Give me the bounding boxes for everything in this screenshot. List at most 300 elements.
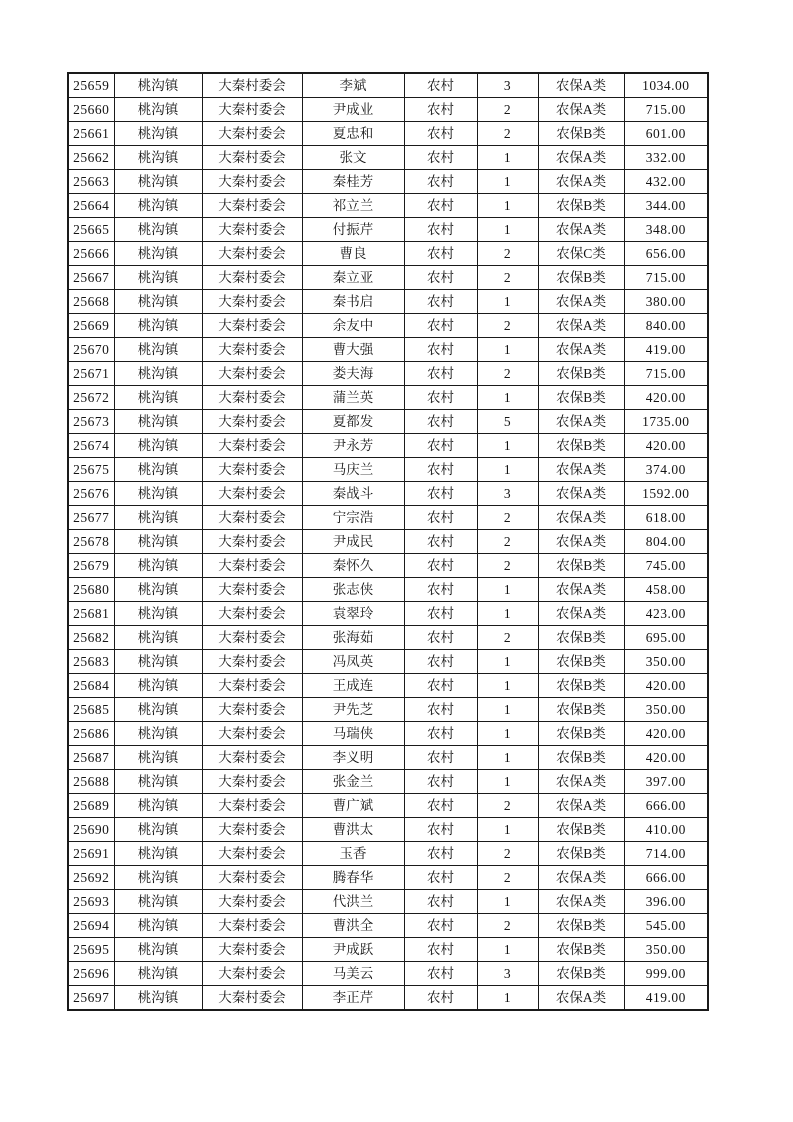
- cell-person-name: 张文: [302, 146, 404, 170]
- cell-insurance-category: 农保A类: [538, 98, 624, 122]
- cell-amount: 745.00: [624, 554, 708, 578]
- cell-residence-type: 农村: [404, 554, 477, 578]
- cell-person-name: 曹洪全: [302, 914, 404, 938]
- cell-town: 桃沟镇: [114, 650, 202, 674]
- cell-person-name: 李斌: [302, 73, 404, 98]
- cell-person-count: 1: [477, 602, 538, 626]
- cell-village-committee: 大秦村委会: [202, 410, 302, 434]
- cell-person-name: 张志侠: [302, 578, 404, 602]
- cell-residence-type: 农村: [404, 73, 477, 98]
- cell-record-id: 25680: [68, 578, 114, 602]
- cell-person-count: 5: [477, 410, 538, 434]
- cell-record-id: 25659: [68, 73, 114, 98]
- cell-person-count: 1: [477, 890, 538, 914]
- cell-amount: 397.00: [624, 770, 708, 794]
- table-row: [68, 122, 708, 146]
- cell-amount: 374.00: [624, 458, 708, 482]
- cell-residence-type: 农村: [404, 578, 477, 602]
- table-row: [68, 482, 708, 506]
- cell-person-name: 袁翠玲: [302, 602, 404, 626]
- cell-insurance-category: 农保B类: [538, 746, 624, 770]
- cell-amount: 332.00: [624, 146, 708, 170]
- cell-insurance-category: 农保A类: [538, 506, 624, 530]
- cell-amount: 420.00: [624, 722, 708, 746]
- cell-record-id: 25662: [68, 146, 114, 170]
- cell-person-name: 马庆兰: [302, 458, 404, 482]
- cell-town: 桃沟镇: [114, 626, 202, 650]
- cell-insurance-category: 农保A类: [538, 170, 624, 194]
- cell-residence-type: 农村: [404, 722, 477, 746]
- cell-town: 桃沟镇: [114, 770, 202, 794]
- cell-insurance-category: 农保B类: [538, 674, 624, 698]
- cell-town: 桃沟镇: [114, 98, 202, 122]
- cell-town: 桃沟镇: [114, 482, 202, 506]
- cell-town: 桃沟镇: [114, 674, 202, 698]
- cell-insurance-category: 农保A类: [538, 890, 624, 914]
- cell-insurance-category: 农保A类: [538, 986, 624, 1011]
- table-row: [68, 98, 708, 122]
- table-row: [68, 146, 708, 170]
- cell-amount: 618.00: [624, 506, 708, 530]
- cell-insurance-category: 农保C类: [538, 242, 624, 266]
- cell-village-committee: 大秦村委会: [202, 482, 302, 506]
- cell-person-count: 2: [477, 794, 538, 818]
- cell-village-committee: 大秦村委会: [202, 386, 302, 410]
- cell-town: 桃沟镇: [114, 698, 202, 722]
- cell-town: 桃沟镇: [114, 842, 202, 866]
- cell-amount: 666.00: [624, 794, 708, 818]
- cell-town: 桃沟镇: [114, 938, 202, 962]
- table-row: [68, 746, 708, 770]
- cell-residence-type: 农村: [404, 122, 477, 146]
- cell-person-name: 娄夫海: [302, 362, 404, 386]
- cell-village-committee: 大秦村委会: [202, 266, 302, 290]
- cell-person-count: 1: [477, 722, 538, 746]
- cell-record-id: 25676: [68, 482, 114, 506]
- cell-person-count: 2: [477, 98, 538, 122]
- cell-record-id: 25685: [68, 698, 114, 722]
- cell-village-committee: 大秦村委会: [202, 170, 302, 194]
- cell-insurance-category: 农保B类: [538, 962, 624, 986]
- table-row: [68, 962, 708, 986]
- cell-record-id: 25686: [68, 722, 114, 746]
- cell-residence-type: 农村: [404, 458, 477, 482]
- cell-person-count: 1: [477, 746, 538, 770]
- cell-village-committee: 大秦村委会: [202, 530, 302, 554]
- cell-town: 桃沟镇: [114, 194, 202, 218]
- cell-village-committee: 大秦村委会: [202, 602, 302, 626]
- cell-amount: 695.00: [624, 626, 708, 650]
- cell-record-id: 25682: [68, 626, 114, 650]
- cell-village-committee: 大秦村委会: [202, 890, 302, 914]
- table-row: [68, 938, 708, 962]
- cell-insurance-category: 农保A类: [538, 410, 624, 434]
- cell-person-name: 余友中: [302, 314, 404, 338]
- cell-person-count: 1: [477, 458, 538, 482]
- cell-residence-type: 农村: [404, 194, 477, 218]
- cell-record-id: 25688: [68, 770, 114, 794]
- cell-town: 桃沟镇: [114, 290, 202, 314]
- cell-town: 桃沟镇: [114, 818, 202, 842]
- cell-record-id: 25671: [68, 362, 114, 386]
- cell-town: 桃沟镇: [114, 578, 202, 602]
- cell-town: 桃沟镇: [114, 362, 202, 386]
- cell-record-id: 25670: [68, 338, 114, 362]
- cell-amount: 804.00: [624, 530, 708, 554]
- cell-residence-type: 农村: [404, 314, 477, 338]
- table-row: [68, 530, 708, 554]
- cell-residence-type: 农村: [404, 146, 477, 170]
- cell-insurance-category: 农保A类: [538, 218, 624, 242]
- cell-town: 桃沟镇: [114, 914, 202, 938]
- table-row: [68, 386, 708, 410]
- table-row: [68, 338, 708, 362]
- cell-record-id: 25669: [68, 314, 114, 338]
- cell-record-id: 25690: [68, 818, 114, 842]
- cell-person-name: 曹广斌: [302, 794, 404, 818]
- cell-insurance-category: 农保A类: [538, 578, 624, 602]
- cell-person-count: 1: [477, 674, 538, 698]
- cell-village-committee: 大秦村委会: [202, 698, 302, 722]
- table-row: [68, 506, 708, 530]
- cell-town: 桃沟镇: [114, 170, 202, 194]
- cell-person-name: 腾春华: [302, 866, 404, 890]
- cell-residence-type: 农村: [404, 218, 477, 242]
- cell-person-name: 李正芹: [302, 986, 404, 1011]
- table-row: [68, 170, 708, 194]
- cell-person-count: 2: [477, 122, 538, 146]
- cell-village-committee: 大秦村委会: [202, 746, 302, 770]
- table-row: [68, 266, 708, 290]
- cell-residence-type: 农村: [404, 602, 477, 626]
- cell-amount: 396.00: [624, 890, 708, 914]
- cell-person-count: 1: [477, 218, 538, 242]
- cell-amount: 419.00: [624, 986, 708, 1011]
- cell-village-committee: 大秦村委会: [202, 722, 302, 746]
- cell-person-count: 1: [477, 578, 538, 602]
- cell-person-count: 1: [477, 698, 538, 722]
- cell-amount: 380.00: [624, 290, 708, 314]
- cell-village-committee: 大秦村委会: [202, 914, 302, 938]
- cell-record-id: 25675: [68, 458, 114, 482]
- cell-record-id: 25692: [68, 866, 114, 890]
- cell-person-count: 3: [477, 962, 538, 986]
- cell-insurance-category: 农保B类: [538, 842, 624, 866]
- cell-amount: 458.00: [624, 578, 708, 602]
- cell-person-name: 付振芹: [302, 218, 404, 242]
- table-row: [68, 650, 708, 674]
- cell-person-name: 冯凤英: [302, 650, 404, 674]
- cell-insurance-category: 农保A类: [538, 482, 624, 506]
- cell-amount: 350.00: [624, 938, 708, 962]
- cell-person-name: 宁宗浩: [302, 506, 404, 530]
- cell-residence-type: 农村: [404, 290, 477, 314]
- cell-amount: 999.00: [624, 962, 708, 986]
- cell-residence-type: 农村: [404, 482, 477, 506]
- cell-insurance-category: 农保A类: [538, 794, 624, 818]
- cell-residence-type: 农村: [404, 962, 477, 986]
- cell-person-name: 张海茹: [302, 626, 404, 650]
- cell-amount: 350.00: [624, 698, 708, 722]
- cell-town: 桃沟镇: [114, 73, 202, 98]
- cell-residence-type: 农村: [404, 650, 477, 674]
- cell-record-id: 25697: [68, 986, 114, 1011]
- cell-amount: 545.00: [624, 914, 708, 938]
- cell-town: 桃沟镇: [114, 338, 202, 362]
- cell-person-count: 1: [477, 986, 538, 1011]
- cell-residence-type: 农村: [404, 794, 477, 818]
- cell-person-name: 尹永芳: [302, 434, 404, 458]
- cell-amount: 601.00: [624, 122, 708, 146]
- cell-insurance-category: 农保B类: [538, 194, 624, 218]
- cell-record-id: 25677: [68, 506, 114, 530]
- cell-town: 桃沟镇: [114, 866, 202, 890]
- cell-record-id: 25664: [68, 194, 114, 218]
- cell-amount: 714.00: [624, 842, 708, 866]
- cell-person-count: 1: [477, 290, 538, 314]
- cell-record-id: 25672: [68, 386, 114, 410]
- table-row: [68, 290, 708, 314]
- cell-residence-type: 农村: [404, 266, 477, 290]
- cell-person-count: 1: [477, 194, 538, 218]
- cell-person-name: 王成连: [302, 674, 404, 698]
- cell-insurance-category: 农保A类: [538, 866, 624, 890]
- cell-town: 桃沟镇: [114, 434, 202, 458]
- cell-amount: 666.00: [624, 866, 708, 890]
- table-row: [68, 578, 708, 602]
- cell-village-committee: 大秦村委会: [202, 674, 302, 698]
- cell-person-count: 2: [477, 266, 538, 290]
- cell-residence-type: 农村: [404, 986, 477, 1011]
- cell-person-name: 马瑞侠: [302, 722, 404, 746]
- cell-residence-type: 农村: [404, 818, 477, 842]
- cell-town: 桃沟镇: [114, 746, 202, 770]
- cell-record-id: 25674: [68, 434, 114, 458]
- cell-village-committee: 大秦村委会: [202, 458, 302, 482]
- cell-insurance-category: 农保B类: [538, 818, 624, 842]
- cell-town: 桃沟镇: [114, 122, 202, 146]
- table-row: [68, 890, 708, 914]
- cell-insurance-category: 农保B类: [538, 698, 624, 722]
- table-body: [68, 73, 708, 1010]
- cell-residence-type: 农村: [404, 890, 477, 914]
- cell-person-name: 曹洪太: [302, 818, 404, 842]
- cell-residence-type: 农村: [404, 938, 477, 962]
- cell-person-count: 2: [477, 866, 538, 890]
- cell-person-name: 秦桂芳: [302, 170, 404, 194]
- cell-village-committee: 大秦村委会: [202, 242, 302, 266]
- table-row: [68, 770, 708, 794]
- cell-person-count: 2: [477, 626, 538, 650]
- cell-person-count: 2: [477, 314, 538, 338]
- cell-town: 桃沟镇: [114, 386, 202, 410]
- cell-residence-type: 农村: [404, 530, 477, 554]
- cell-person-count: 2: [477, 506, 538, 530]
- cell-record-id: 25691: [68, 842, 114, 866]
- cell-residence-type: 农村: [404, 362, 477, 386]
- cell-amount: 840.00: [624, 314, 708, 338]
- cell-insurance-category: 农保A类: [538, 458, 624, 482]
- table-row: [68, 218, 708, 242]
- table-row: [68, 674, 708, 698]
- table-row: [68, 722, 708, 746]
- table-row: [68, 314, 708, 338]
- table-row: [68, 410, 708, 434]
- cell-person-name: 玉香: [302, 842, 404, 866]
- cell-person-name: 夏忠和: [302, 122, 404, 146]
- cell-amount: 423.00: [624, 602, 708, 626]
- table-row: [68, 626, 708, 650]
- cell-town: 桃沟镇: [114, 554, 202, 578]
- cell-person-count: 1: [477, 770, 538, 794]
- cell-person-count: 2: [477, 242, 538, 266]
- cell-insurance-category: 农保B类: [538, 122, 624, 146]
- cell-village-committee: 大秦村委会: [202, 578, 302, 602]
- cell-person-name: 曹良: [302, 242, 404, 266]
- cell-person-name: 秦战斗: [302, 482, 404, 506]
- cell-insurance-category: 农保A类: [538, 146, 624, 170]
- cell-amount: 420.00: [624, 746, 708, 770]
- table-row: [68, 914, 708, 938]
- cell-residence-type: 农村: [404, 674, 477, 698]
- cell-person-name: 尹成跃: [302, 938, 404, 962]
- cell-village-committee: 大秦村委会: [202, 290, 302, 314]
- cell-record-id: 25673: [68, 410, 114, 434]
- cell-residence-type: 农村: [404, 434, 477, 458]
- cell-residence-type: 农村: [404, 914, 477, 938]
- cell-person-name: 尹成民: [302, 530, 404, 554]
- cell-amount: 1592.00: [624, 482, 708, 506]
- cell-person-count: 1: [477, 386, 538, 410]
- cell-residence-type: 农村: [404, 842, 477, 866]
- cell-amount: 715.00: [624, 266, 708, 290]
- cell-person-count: 1: [477, 938, 538, 962]
- cell-village-committee: 大秦村委会: [202, 338, 302, 362]
- cell-person-name: 尹成业: [302, 98, 404, 122]
- cell-amount: 344.00: [624, 194, 708, 218]
- cell-person-name: 曹大强: [302, 338, 404, 362]
- cell-amount: 350.00: [624, 650, 708, 674]
- cell-village-committee: 大秦村委会: [202, 986, 302, 1011]
- cell-residence-type: 农村: [404, 506, 477, 530]
- cell-residence-type: 农村: [404, 410, 477, 434]
- cell-insurance-category: 农保B类: [538, 650, 624, 674]
- cell-insurance-category: 农保A类: [538, 290, 624, 314]
- cell-person-name: 秦立亚: [302, 266, 404, 290]
- cell-town: 桃沟镇: [114, 722, 202, 746]
- cell-record-id: 25668: [68, 290, 114, 314]
- cell-village-committee: 大秦村委会: [202, 122, 302, 146]
- cell-insurance-category: 农保A类: [538, 338, 624, 362]
- cell-amount: 715.00: [624, 362, 708, 386]
- cell-village-committee: 大秦村委会: [202, 866, 302, 890]
- cell-person-count: 1: [477, 650, 538, 674]
- cell-person-name: 张金兰: [302, 770, 404, 794]
- table-row: [68, 602, 708, 626]
- cell-residence-type: 农村: [404, 98, 477, 122]
- cell-person-name: 李义明: [302, 746, 404, 770]
- cell-amount: 419.00: [624, 338, 708, 362]
- cell-person-name: 尹先芝: [302, 698, 404, 722]
- cell-village-committee: 大秦村委会: [202, 146, 302, 170]
- cell-person-name: 秦书启: [302, 290, 404, 314]
- cell-insurance-category: 农保A类: [538, 602, 624, 626]
- table-row: [68, 986, 708, 1011]
- cell-town: 桃沟镇: [114, 794, 202, 818]
- table-row: [68, 818, 708, 842]
- cell-town: 桃沟镇: [114, 530, 202, 554]
- cell-record-id: 25666: [68, 242, 114, 266]
- table-row: [68, 554, 708, 578]
- cell-person-name: 蒲兰英: [302, 386, 404, 410]
- cell-village-committee: 大秦村委会: [202, 554, 302, 578]
- cell-village-committee: 大秦村委会: [202, 73, 302, 98]
- cell-person-count: 1: [477, 818, 538, 842]
- cell-town: 桃沟镇: [114, 962, 202, 986]
- cell-person-name: 代洪兰: [302, 890, 404, 914]
- cell-record-id: 25663: [68, 170, 114, 194]
- cell-village-committee: 大秦村委会: [202, 794, 302, 818]
- table-row: [68, 842, 708, 866]
- cell-person-count: 1: [477, 146, 538, 170]
- cell-insurance-category: 农保B类: [538, 386, 624, 410]
- cell-amount: 656.00: [624, 242, 708, 266]
- cell-insurance-category: 农保B类: [538, 626, 624, 650]
- cell-residence-type: 农村: [404, 746, 477, 770]
- cell-insurance-category: 农保B类: [538, 554, 624, 578]
- table-row: [68, 698, 708, 722]
- table-row: [68, 362, 708, 386]
- cell-town: 桃沟镇: [114, 458, 202, 482]
- cell-amount: 348.00: [624, 218, 708, 242]
- cell-insurance-category: 农保A类: [538, 314, 624, 338]
- cell-person-count: 3: [477, 73, 538, 98]
- cell-residence-type: 农村: [404, 338, 477, 362]
- cell-person-count: 1: [477, 338, 538, 362]
- cell-town: 桃沟镇: [114, 242, 202, 266]
- cell-record-id: 25694: [68, 914, 114, 938]
- cell-residence-type: 农村: [404, 698, 477, 722]
- table-row: [68, 434, 708, 458]
- table-row: [68, 194, 708, 218]
- cell-record-id: 25679: [68, 554, 114, 578]
- cell-insurance-category: 农保A类: [538, 73, 624, 98]
- cell-village-committee: 大秦村委会: [202, 434, 302, 458]
- cell-amount: 1735.00: [624, 410, 708, 434]
- table-row: [68, 73, 708, 98]
- cell-town: 桃沟镇: [114, 890, 202, 914]
- cell-residence-type: 农村: [404, 170, 477, 194]
- cell-amount: 715.00: [624, 98, 708, 122]
- cell-village-committee: 大秦村委会: [202, 962, 302, 986]
- cell-record-id: 25660: [68, 98, 114, 122]
- cell-village-committee: 大秦村委会: [202, 770, 302, 794]
- cell-residence-type: 农村: [404, 242, 477, 266]
- cell-person-name: 马美云: [302, 962, 404, 986]
- table-row: [68, 866, 708, 890]
- cell-town: 桃沟镇: [114, 506, 202, 530]
- cell-village-committee: 大秦村委会: [202, 506, 302, 530]
- table-row: [68, 794, 708, 818]
- cell-village-committee: 大秦村委会: [202, 938, 302, 962]
- cell-town: 桃沟镇: [114, 266, 202, 290]
- cell-residence-type: 农村: [404, 770, 477, 794]
- cell-insurance-category: 农保A类: [538, 530, 624, 554]
- cell-village-committee: 大秦村委会: [202, 818, 302, 842]
- cell-village-committee: 大秦村委会: [202, 98, 302, 122]
- cell-person-count: 2: [477, 362, 538, 386]
- cell-person-count: 3: [477, 482, 538, 506]
